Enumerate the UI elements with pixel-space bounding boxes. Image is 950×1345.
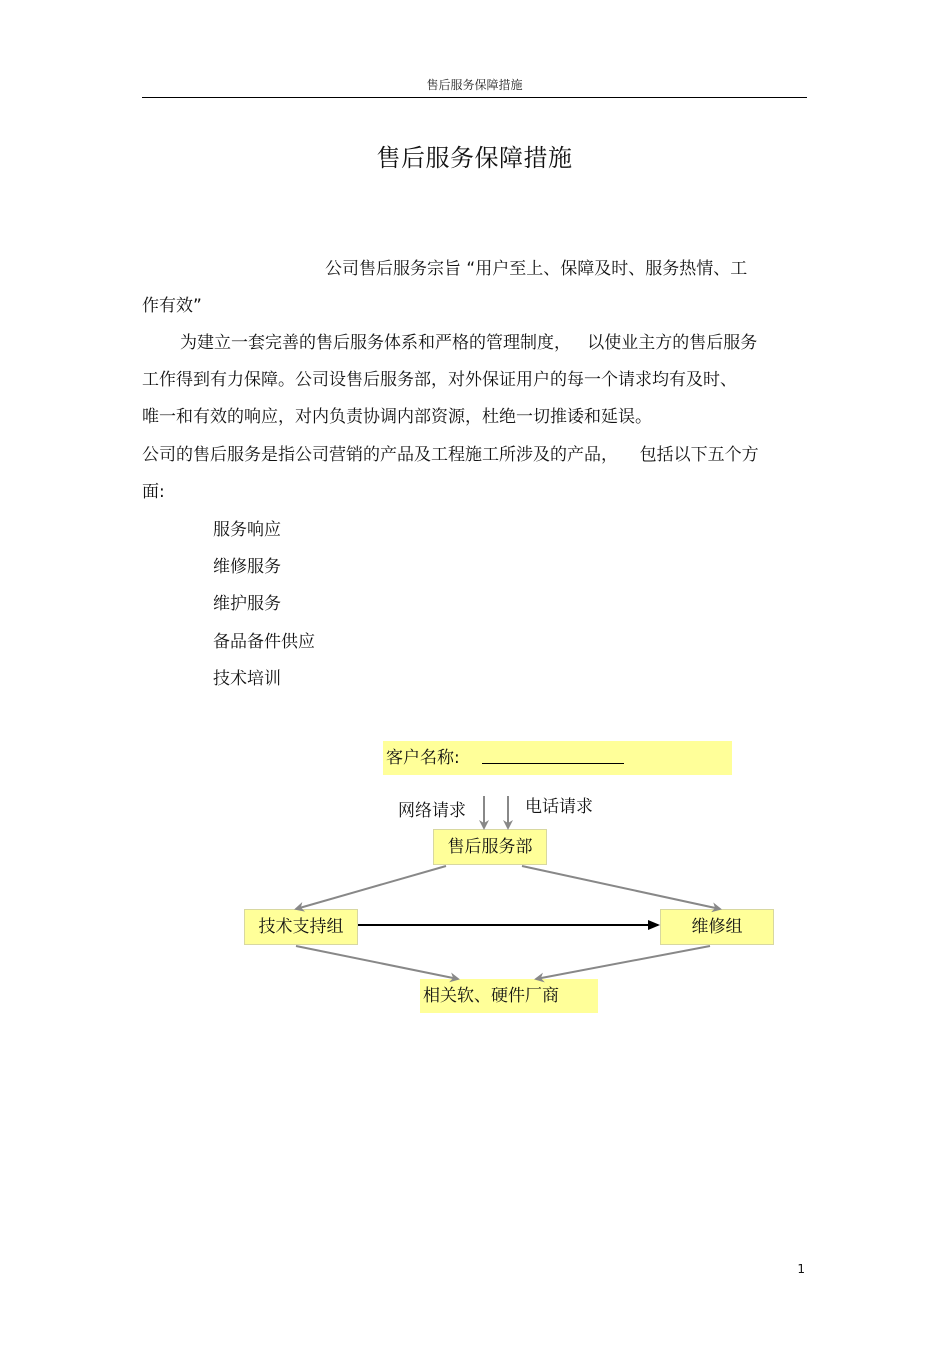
running-header: 售后服务保障措施	[426, 78, 523, 92]
list-item: 备品备件供应	[213, 632, 315, 652]
customer-name-label: 客户名称:	[386, 748, 460, 768]
intro-line-1: 公司售后服务宗旨 “用户至上、保障及时、服务热情、工	[325, 259, 748, 279]
tech-support-box: 技术支持组	[244, 909, 358, 945]
dept-to-tech-arrow	[296, 866, 446, 909]
customer-name-blank	[482, 763, 624, 764]
network-request-label: 网络请求	[398, 801, 466, 821]
vendors-box: 相关软、硬件厂商	[420, 979, 598, 1013]
repair-group-box: 维修组	[660, 909, 774, 945]
after-sales-dept-box: 售后服务部	[433, 829, 547, 865]
list-item: 维修服务	[213, 557, 281, 577]
header-rule	[142, 97, 807, 98]
phone-request-label: 电话请求	[525, 797, 593, 817]
scope-line-2: 面:	[142, 482, 165, 502]
intro-line-2: 作有效”	[142, 296, 202, 316]
system-line-1: 为建立一套完善的售后服务体系和严格的管理制度， 以使业主方的售后服务	[180, 333, 758, 353]
list-item: 维护服务	[213, 594, 281, 614]
tech-to-vendors-arrow	[296, 946, 458, 979]
page-title: 售后服务保障措施	[376, 144, 573, 172]
list-item: 技术培训	[213, 669, 281, 689]
customer-name-box	[383, 741, 732, 775]
system-line-3: 唯一和有效的响应，对内负责协调内部资源，杜绝一切推诿和延误。	[142, 407, 652, 427]
list-item: 服务响应	[213, 520, 281, 540]
scope-line-1: 公司的售后服务是指公司营销的产品及工程施工所涉及的产品， 包括以下五个方	[142, 445, 759, 465]
dept-to-repair-arrow	[522, 866, 720, 909]
system-line-2: 工作得到有力保障。公司设售后服务部，对外保证用户的每一个请求均有及时、	[142, 370, 737, 390]
repair-to-vendors-arrow	[536, 946, 710, 979]
page-number: 1	[797, 1262, 805, 1276]
